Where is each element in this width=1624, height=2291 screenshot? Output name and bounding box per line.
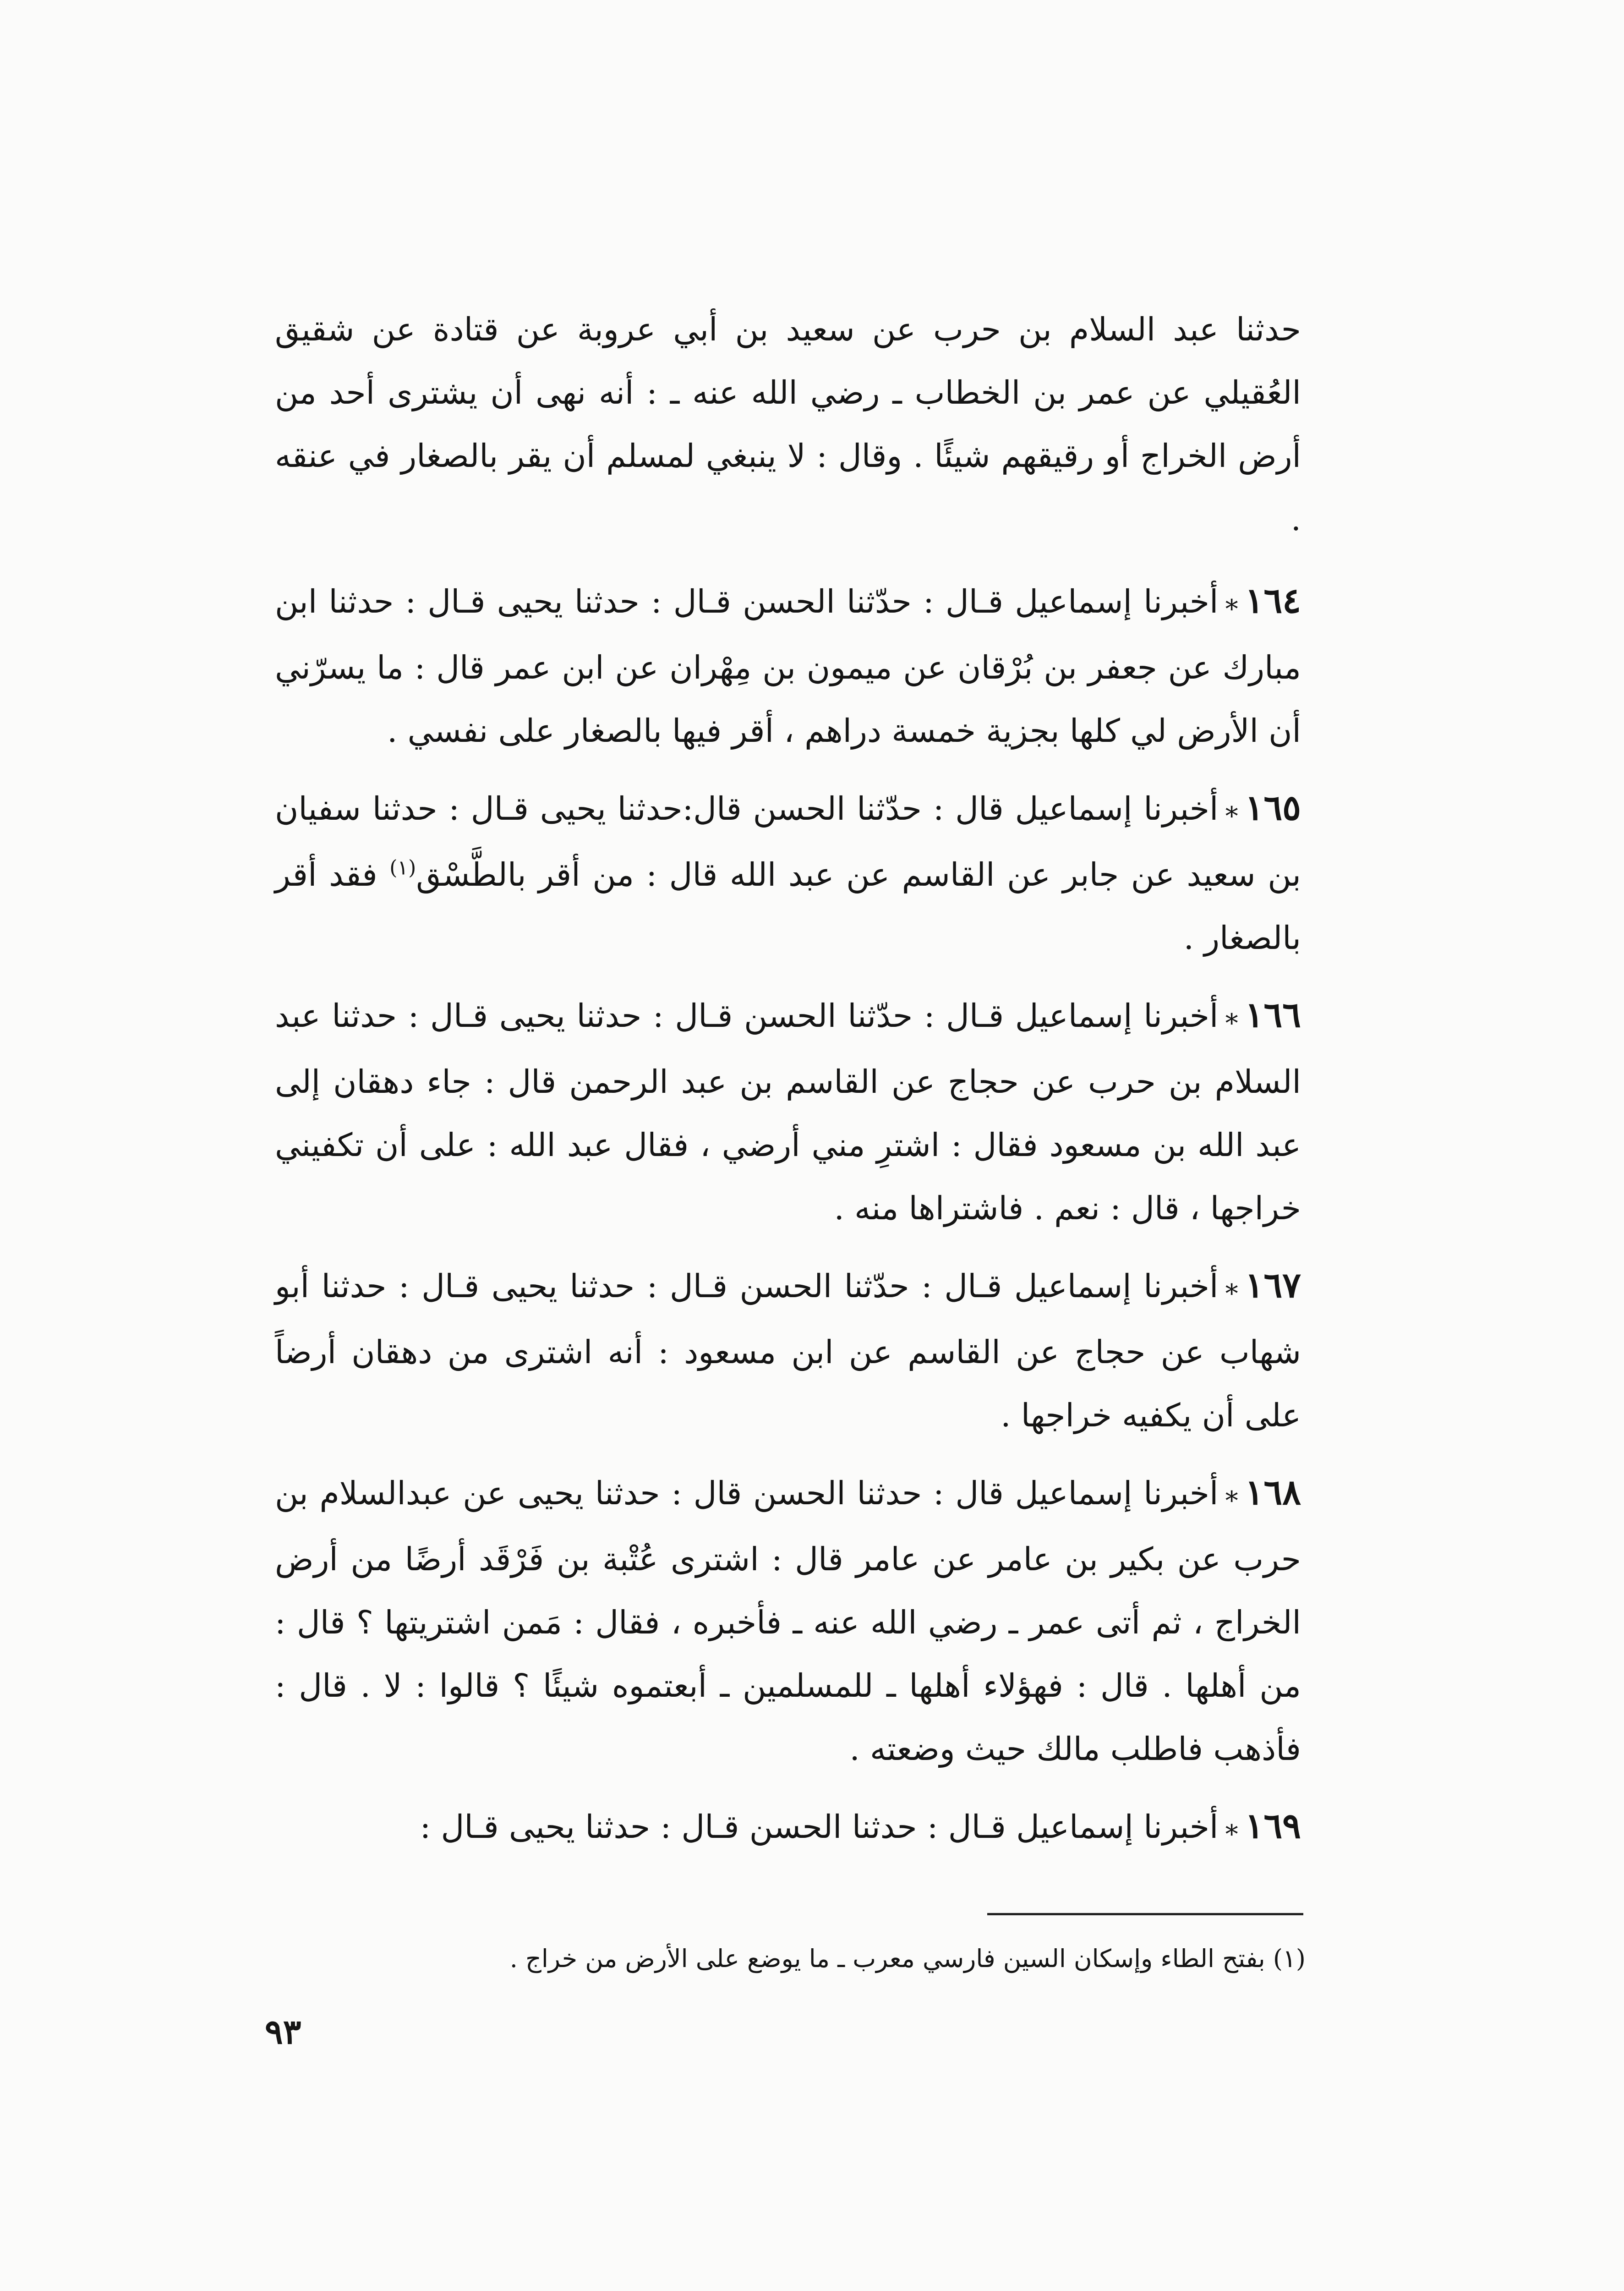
star-marker-icon: ∗ [1223,589,1241,619]
paragraph-text: أخبرنا إسماعيل قال : حدّثنا الحسن قال:حدثنا يحيى قـال : حدثنا سفيان بن سعيد عن جابر عن القاسم عن عبد الله قال : من أقر بالطَّسْق [275,790,1301,893]
hadith-number: ١٦٩ [1245,1805,1301,1846]
hadith-168 [275,1461,1301,1781]
paragraph-text: أخبرنا إسماعيل قـال : حدّثنا الحسن قـال : حدثنا يحيى قـال : حدثنا ابن مبارك عن جعفر بن بُرْقان عن ميمون بن مِهْران عن ابن عمر قال : ما يسرّني أن الأرض لي كلها بجزية خمسة دراهم ، أقر فيها بالصغار على نفسي . [275,583,1301,750]
hadith-number: ١٦٤ [1245,580,1301,621]
star-marker-icon: ∗ [1223,796,1241,826]
hadith-164 [275,569,1301,762]
paragraph-text: أخبرنا إسماعيل قـال : حدثنا الحسن قـال : حدثنا يحيى قـال : [420,1808,1219,1846]
footnote-divider [987,1913,1303,1915]
hadith-number: ١٦٥ [1245,787,1301,828]
page-number: ٩٣ [265,2012,301,2052]
paragraph-text-continued: فقد أقر بالصغار . [275,856,1301,957]
paragraph-text: حدثنا عبد السلام بن حرب عن سعيد بن أبي عروبة عن قتادة عن شقيق العُقيلي عن عمر بن الخطاب ـ رضي الله عنه ـ : أنه نهى أن يشترى أحد من أرض الخراج أو رقيقهم شيئًا . وقال : لا ينبغي لمسلم أن يقر بالصغار في عنقه . [275,311,1301,538]
paragraph-text: أخبرنا إسماعيل قال : حدثنا الحسن قال : حدثنا يحيى عن عبدالسلام بن حرب عن بكير بن عامر عن عامر قال : اشترى عُتْبة بن فَرْقَد أرضًا من أرض الخراج ، ثم أتى عمر ـ رضي الله عنه ـ فأخبره ، فقال : مَمن اشتريتها ؟ قال : من أهلها . قال : فهؤلاء أهلها ـ للمسلمين ـ أبعتموه شيئًا ؟ قالوا : لا . قال : فأذهب فاطلب مالك حيث وضعته . [275,1474,1301,1768]
hadith-number: ١٦٧ [1245,1265,1301,1305]
footnote-reference: (١) [389,856,416,880]
main-text [275,298,1301,1875]
star-marker-icon: ∗ [1223,1274,1241,1304]
footnote: (١) بفتح الطاء وإسكان السين فارسي معرب ـ ما يوضع على الأرض من خراج . [509,1944,1306,1973]
paragraph-continuation [275,298,1301,551]
paragraph-text: أخبرنا إسماعيل قـال : حدّثنا الحسن قـال : حدثنا يحيى قـال : حدثنا أبو شهاب عن حجاج عن القاسم عن ابن مسعود : أنه اشترى من دهقان أرضاً على أن يكفيه خراجها . [275,1267,1301,1434]
star-marker-icon: ∗ [1223,1003,1241,1033]
hadith-169 [275,1794,1301,1861]
hadith-number: ١٦٨ [1245,1472,1301,1513]
star-marker-icon: ∗ [1223,1481,1241,1511]
paragraph-text: أخبرنا إسماعيل قـال : حدّثنا الحسن قـال : حدثنا يحيى قـال : حدثنا عبد السلام بن حرب عن حجاج عن القاسم بن عبد الرحمن قال : جاء دهقان إلى عبد الله بن مسعود فقال : اشترِ مني أرضي ، فقال عبد الله : على أن تكفيني خراجها ، قال : نعم . فاشتراها منه . [275,997,1301,1227]
hadith-number: ١٦٦ [1245,994,1301,1035]
hadith-166 [275,983,1301,1240]
hadith-167 [275,1254,1301,1447]
hadith-165 [275,776,1301,970]
star-marker-icon: ∗ [1223,1814,1241,1844]
